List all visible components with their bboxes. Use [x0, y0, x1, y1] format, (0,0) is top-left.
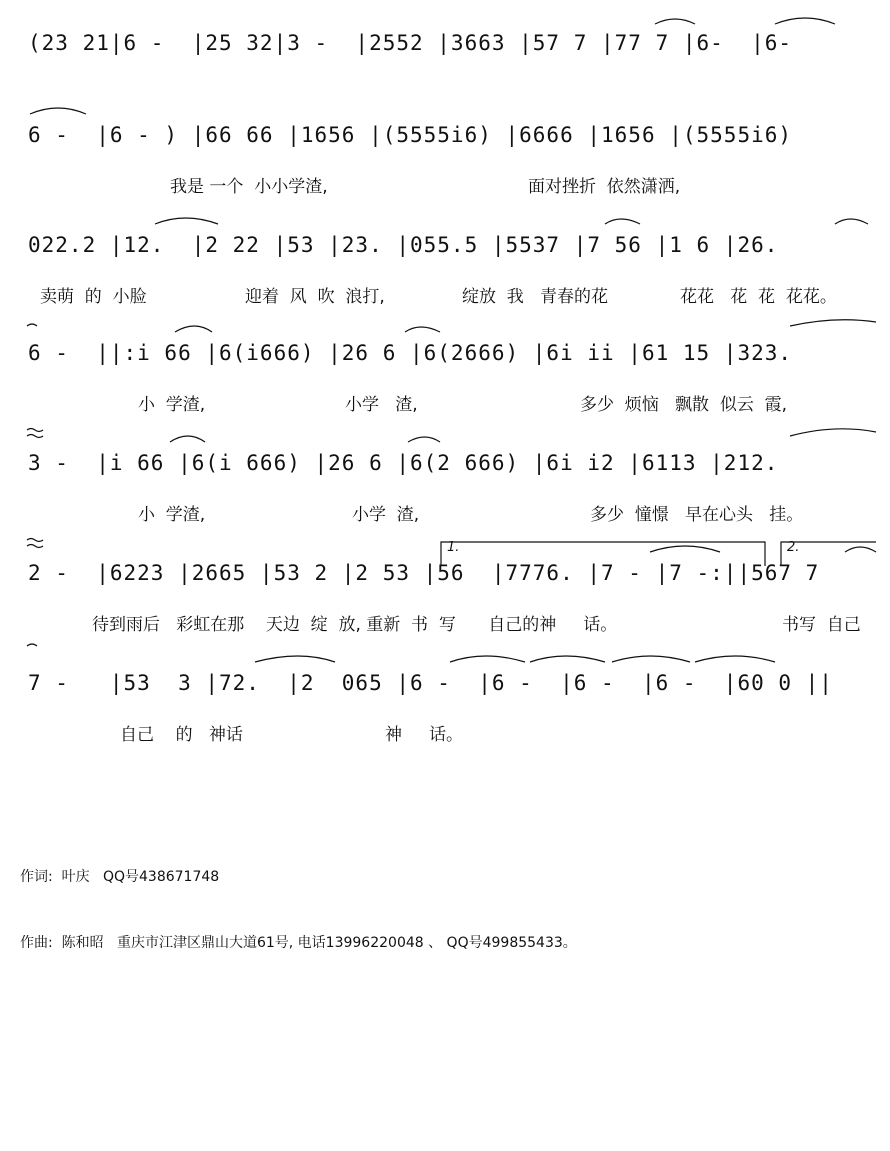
lyric-segment: 自己 的 神话	[120, 725, 243, 745]
credits-block	[20, 822, 577, 998]
volta-label-second: 2.	[787, 540, 800, 555]
lyric-segment: 多少 烦恼 飘散 似云 霞,	[580, 395, 788, 415]
score-system-5	[0, 430, 890, 530]
notation-line: 6 - ||:i 66 |6(i666) |26 6 |6(2666) |6i ii |61 15 |323.	[28, 341, 793, 365]
lyric-segment: 书写 自己	[782, 615, 861, 635]
lyric-segment: 待到雨后 彩虹在那 天边 绽 放, 重新 书 写 自己的神 话。	[92, 615, 618, 635]
lyric-segment: 小学 渣,	[345, 395, 418, 415]
lyric-segment: 我是 一个 小小学渣,	[170, 177, 328, 197]
lyric-segment: 多少 憧憬 早在心头 挂。	[590, 505, 804, 525]
composer-credit: 作曲: 陈和昭 重庆市江津区鼎山大道61号, 电话13996220048 、 QQ号499855433。	[20, 935, 577, 951]
score-system-6	[0, 540, 890, 640]
score-system-1	[0, 10, 890, 110]
notation-line: 022.2 |12. |2 22 |53 |23. |055.5 |5537 |7 56 |1 6 |26.	[28, 233, 779, 257]
lyric-segment: 面对挫折 依然潇洒,	[528, 177, 681, 197]
notation-line: 3 - |i 66 |6(i 666) |26 6 |6(2 666) |6i i2 |6113 |212.	[28, 451, 779, 475]
lyric-segment: 神 话。	[385, 725, 464, 745]
score-system-2	[0, 102, 890, 202]
lyric-segment: 小学 渣,	[352, 505, 420, 525]
score-system-4	[0, 320, 890, 420]
lyric-segment: 卖萌 的 小脸	[40, 287, 147, 307]
notation-line: 2 - |6223 |2665 |53 2 |2 53 |56 |7776. |7 - |7 -:||567 7	[28, 561, 820, 585]
lyricist-credit: 作词: 叶庆 QQ号438671748	[20, 869, 220, 885]
lyric-segment: 小 学渣,	[138, 395, 206, 415]
lyric-segment: 花花 花 花 花花。	[680, 287, 837, 307]
score-system-3	[0, 212, 890, 312]
score-system-7	[0, 650, 890, 750]
notation-line: (23 21|6 - |25 32|3 - |2552 |3663 |57 7 |77 7 |6- |6-	[28, 31, 793, 55]
lyric-segment: 绽放 我 青春的花	[462, 287, 609, 307]
notation-line: 6 - |6 - ) |66 66 |1656 |(5555i6) |6666 |1656 |(5555i6)	[28, 123, 793, 147]
lyric-segment: 小 学渣,	[138, 505, 206, 525]
lyric-segment: 迎着 风 吹 浪打,	[245, 287, 385, 307]
notation-line: 7 - |53 3 |72. |2 065 |6 - |6 - |6 - |6 - |60 0 ||	[28, 671, 833, 695]
breath-mark	[27, 644, 37, 646]
volta-label-first: 1.	[447, 540, 460, 555]
